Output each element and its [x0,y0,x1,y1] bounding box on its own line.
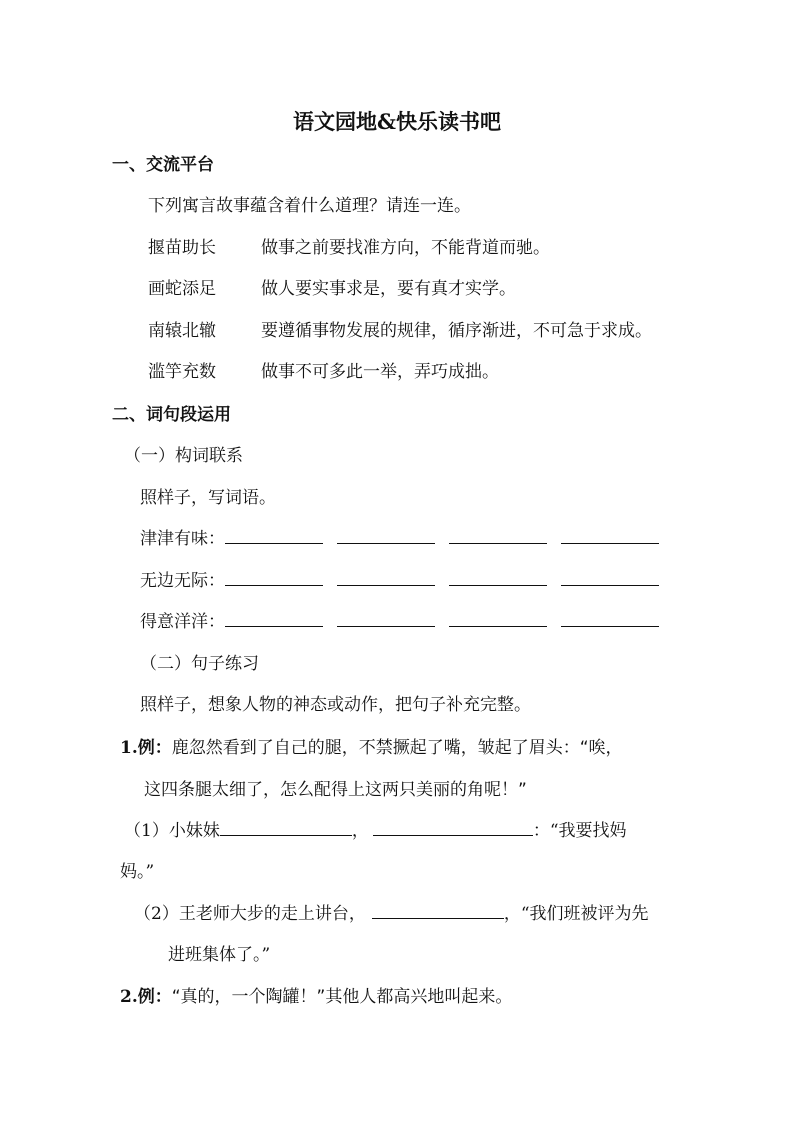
question-number: 2. [120,987,138,1007]
part1-heading: （一）构词联系 [124,446,243,466]
answer-blank[interactable] [561,525,659,544]
moral-1: 做事之前要找准方向，不能背道而驰。 [261,238,550,258]
comma: ， [351,821,369,841]
answer-blank[interactable] [561,567,659,586]
answer-blank[interactable] [373,817,533,836]
part2-instruction: 照样子，想象人物的神态或动作，把句子补充完整。 [140,695,531,715]
answer-blank[interactable] [337,567,435,586]
section1-heading: 一、交流平台 [112,155,214,175]
part2-heading: （二）句子练习 [140,654,259,674]
moral-2: 做人要实事求是，要有真才实学。 [261,279,516,299]
answer-blank[interactable] [561,608,659,627]
answer-blank[interactable] [449,567,547,586]
question1-example [120,733,623,758]
section2-heading: 二、词句段运用 [112,405,231,425]
idiom-2: 画蛇添足 [148,279,216,299]
question1a-quote: “我要找妈 [549,821,627,841]
example-sentence: 鹿忽然看到了自己的腿，不禁撅起了嘴，皱起了眉头：“唉， [171,738,623,758]
page-title: 语文园地&快乐读书吧 [293,109,501,134]
answer-blank[interactable] [220,817,352,836]
idiom-3: 南辕北辙 [148,321,216,341]
answer-blank[interactable] [225,567,323,586]
word-row-label: 津津有味： [140,529,225,549]
moral-3: 要遵循事物发展的规律，循序渐进，不可急于求成。 [261,321,652,341]
moral-4: 做事不可多此一举，弄巧成拙。 [261,362,499,382]
colon: ： [532,821,550,841]
word-row-label: 得意洋洋： [140,612,225,632]
example-label: 例： [137,987,172,1007]
answer-blank[interactable] [337,525,435,544]
word-row-1 [140,524,673,549]
question1b [134,899,649,924]
question1b-quote: “我们班被评为先 [520,904,649,924]
answer-blank[interactable] [449,608,547,627]
part1-instruction: 照样子，写词语。 [140,488,276,508]
answer-blank[interactable] [337,608,435,627]
idiom-1: 揠苗助长 [148,238,216,258]
section1-instruction: 下列寓言故事蕴含着什么道理？请连一连。 [148,196,471,216]
question1b-prefix: （2）王老师大步的走上讲台， [134,904,366,924]
answer-blank[interactable] [225,608,323,627]
answer-blank[interactable] [372,900,504,919]
example-sentence: “真的，一个陶罐！”其他人都高兴地叫起来。 [171,987,513,1007]
question1b-end: 进班集体了。” [168,945,271,965]
question1a-end: 妈。” [120,862,155,882]
answer-blank[interactable] [225,525,323,544]
word-row-2 [140,566,673,591]
question1a [124,816,627,841]
example-sentence-cont: 这四条腿太细了，怎么配得上这两只美丽的角呢！” [144,780,527,800]
example-label: 例： [137,738,172,758]
word-row-3 [140,607,673,632]
question-number: 1. [120,738,138,758]
question1a-prefix: （1）小妹妹 [124,821,220,841]
word-row-label: 无边无际： [140,571,225,591]
question2-example [120,982,512,1007]
answer-blank[interactable] [449,525,547,544]
comma: ， [503,904,521,924]
idiom-4: 滥竽充数 [148,362,216,382]
